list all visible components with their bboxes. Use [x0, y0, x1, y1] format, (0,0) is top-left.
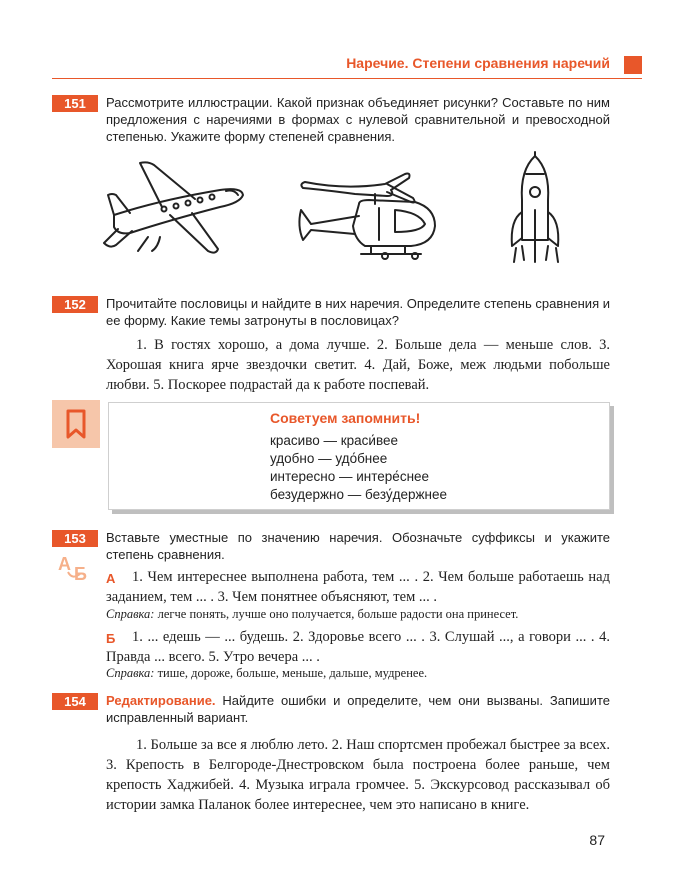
bookmark-icon-box [52, 400, 100, 448]
task-154-label: Редактирование. [106, 693, 216, 708]
task-154-number: 154 [52, 693, 98, 710]
variant-b-text: 1. ... едешь — ... будешь. 2. Здоровье всего ... . 3. Слушай ..., а говори ... . 4. Правда ... всего. 5. Утро вечера ... . [106, 629, 610, 665]
task-152-number: 152 [52, 296, 98, 313]
abc-icon [56, 550, 96, 584]
bookmark-icon [52, 400, 100, 448]
task-151-text: Рассмотрите иллюстрации. Какой признак объединяет рисунки? Составьте по ним предложения с наречиями в формах с нулевой сравнительной и превосходной степенью. Укажите форму степеней сравнения. [106, 95, 610, 144]
variant-b-reference [106, 665, 427, 681]
remember-title: Советуем запомнить! [270, 410, 421, 426]
variant-a-text: 1. Чем интереснее выполнена работа, тем ... . 2. Чем больше работаешь над заданием, тем ... . 3. Чем понятнее объясняют, тем ... . [106, 569, 610, 605]
rocket-icon [500, 150, 570, 270]
page-number: 87 [589, 832, 605, 848]
airplane-icon [100, 155, 250, 260]
variant-a-reference [106, 606, 518, 622]
task-154-instructions: Найдите ошибки и определите, чем они вызваны. Запишите исправленный вариант. [106, 693, 610, 725]
variant-a-label: А [106, 571, 116, 586]
remember-line: интересно — интере́снее [270, 469, 430, 484]
remember-line: удобно — удо́бнее [270, 451, 388, 466]
editing-sentences: 1. Больше за все я люблю лето. 2. Наш спортсмен пробежал быстрее за всех. 3. Крепость в Белгороде-Днестровском была построена более раньше, чем крепость Хаджибей. 4. Музыка играла громчее. 5. Экскурсовод рассказывал об истории замка Паланок более интереснее, чем это написано в книге. [106, 737, 610, 813]
remember-line: безудержно — безу́держнее [270, 487, 447, 502]
task-152-text: Прочитайте пословицы и найдите в них наречия. Определите степень сравнения и ее форму. Какие темы затронуты в пословицах? [106, 296, 610, 328]
section-title: Наречие. Степени сравнения наречий [346, 55, 610, 71]
task-153-text: Вставьте уместные по значению наречия. Обозначьте суффиксы и укажите степень сравнения. [106, 530, 610, 562]
reference-text: тише, дороже, больше, меньше, дальше, мудренее. [157, 666, 428, 680]
svg-text:А: А [58, 554, 71, 574]
helicopter-icon [295, 160, 445, 265]
reference-label: Справка: [106, 666, 155, 680]
header-divider [52, 78, 642, 79]
task-153-number: 153 [52, 530, 98, 547]
variant-b-label: Б [106, 631, 116, 646]
task-154-text [106, 692, 610, 726]
proverbs-text: 1. В гостях хорошо, а дома лучше. 2. Больше дела — меньше слов. 3. Хорошая книга ярче звездочки светит. 4. Дай, Боже, меж людьми побольше любви. 5. Поскорее подрастай да к работе поспевай. [106, 337, 610, 393]
reference-text: легче понять, лучше оно получается, больше радости она принесет. [157, 607, 519, 621]
header-marker [624, 56, 642, 74]
task-151-number: 151 [52, 95, 98, 112]
reference-label: Справка: [106, 607, 155, 621]
svg-text:Б: Б [74, 564, 87, 584]
remember-line: красиво — краси́вее [270, 433, 398, 448]
